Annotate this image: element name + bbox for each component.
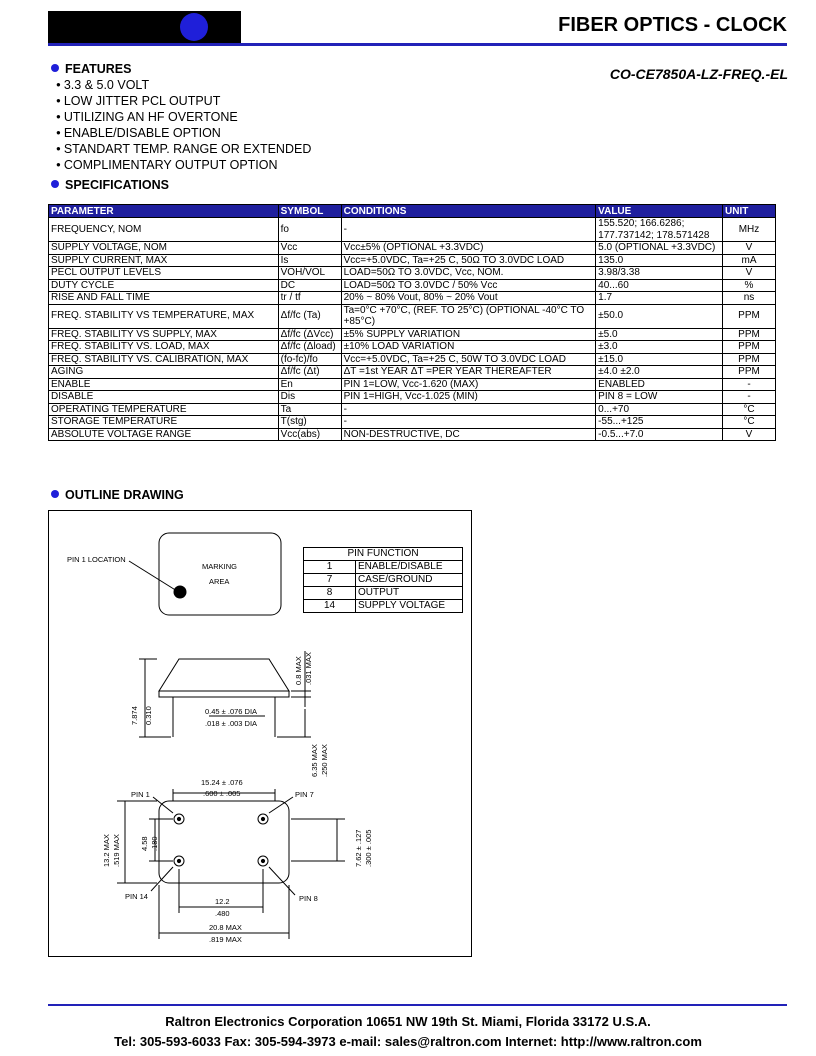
value-cell: 1.7	[596, 292, 723, 305]
param-cell: AGING	[49, 366, 279, 379]
pin-row	[304, 574, 463, 587]
value-cell: 135.0	[596, 254, 723, 267]
conditions-cell: LOAD=50Ω TO 3.0VDC / 50% Vcc	[341, 279, 596, 292]
outline-heading-text: OUTLINE DRAWING	[65, 488, 184, 502]
conditions-cell: PIN 1=HIGH, Vcc-1.025 (MIN)	[341, 391, 596, 404]
feature-item: ● 3.3 & 5.0 VOLT	[56, 77, 311, 93]
part-number: CO-CE7850A-LZ-FREQ.-EL	[609, 66, 788, 82]
conditions-cell: -	[341, 403, 596, 416]
param-cell: SUPPLY CURRENT, MAX	[49, 254, 279, 267]
dim-label: .180	[150, 836, 159, 851]
spec-row	[49, 366, 776, 379]
side-view-body	[159, 659, 289, 691]
param-cell: DISABLE	[49, 391, 279, 404]
dim-label: 0.45 ± .076 DIA	[205, 707, 258, 716]
symbol-cell: Δf/fc (Δt)	[278, 366, 341, 379]
param-cell: ABSOLUTE VOLTAGE RANGE	[49, 428, 279, 441]
bullet-icon	[51, 490, 59, 498]
dim-label: .519 MAX	[112, 834, 121, 867]
dim-label: 20.8 MAX	[209, 923, 242, 932]
spec-row	[49, 353, 776, 366]
symbol-cell: Δf/fc (ΔVcc)	[278, 328, 341, 341]
unit-cell: PPM	[723, 353, 776, 366]
spec-row	[49, 242, 776, 255]
param-cell: ENABLE	[49, 378, 279, 391]
value-cell: ±50.0	[596, 304, 723, 328]
spec-row	[49, 279, 776, 292]
spec-row	[49, 304, 776, 328]
value-cell: 155.520; 166.6286; 177.737142; 178.571428	[596, 218, 723, 242]
pin-row	[304, 600, 463, 613]
symbol-cell: Dis	[278, 391, 341, 404]
unit-cell: -	[723, 391, 776, 404]
symbol-cell: Is	[278, 254, 341, 267]
unit-cell: PPM	[723, 304, 776, 328]
value-cell: 5.0 (OPTIONAL +3.3VDC)	[596, 242, 723, 255]
pin-number: 1	[304, 561, 356, 574]
col-value: VALUE	[596, 205, 723, 218]
bullet-icon	[51, 64, 59, 72]
param-cell: FREQ. STABILITY VS TEMPERATURE, MAX	[49, 304, 279, 328]
conditions-cell: 20% ~ 80% Vout, 80% ~ 20% Vout	[341, 292, 596, 305]
features-heading-text: FEATURES	[65, 62, 132, 76]
unit-cell: PPM	[723, 366, 776, 379]
dim-label: 0.8 MAX	[294, 656, 303, 685]
value-cell: 40...60	[596, 279, 723, 292]
dim-label: 7.62 ± .127	[354, 829, 363, 867]
page-title: FIBER OPTICS - CLOCK	[558, 14, 787, 36]
spec-row	[49, 378, 776, 391]
pin7-label: PIN 7	[295, 790, 314, 799]
footer-rule	[48, 1004, 787, 1006]
symbol-cell: T(stg)	[278, 416, 341, 429]
pin14-label: PIN 14	[125, 892, 148, 901]
symbol-cell: VOH/VOL	[278, 267, 341, 280]
dim-label: 0.310	[144, 706, 153, 725]
symbol-cell: Vcc	[278, 242, 341, 255]
feature-item: ● UTILIZING AN HF OVERTONE	[56, 109, 311, 125]
symbol-cell: En	[278, 378, 341, 391]
dim-label: .031 MAX	[304, 652, 313, 685]
spec-row	[49, 218, 776, 242]
symbol-cell: DC	[278, 279, 341, 292]
param-cell: FREQ. STABILITY VS. CALIBRATION, MAX	[49, 353, 279, 366]
value-cell: ±4.0 ±2.0	[596, 366, 723, 379]
param-cell: FREQ. STABILITY VS. LOAD, MAX	[49, 341, 279, 354]
conditions-cell: Vcc=+5.0VDC, Ta=+25 C, 50Ω TO 3.0VDC LOAD	[341, 254, 596, 267]
feature-item: ● ENABLE/DISABLE OPTION	[56, 125, 311, 141]
unit-cell: °C	[723, 403, 776, 416]
pin-function: OUTPUT	[356, 587, 463, 600]
outline-heading	[51, 488, 184, 502]
value-cell: PIN 8 = LOW	[596, 391, 723, 404]
value-cell: 3.98/3.38	[596, 267, 723, 280]
unit-cell: °C	[723, 416, 776, 429]
dim-label: 15.24 ± .076	[201, 778, 243, 787]
dim-label: .018 ± .003 DIA	[205, 719, 258, 728]
value-cell: ENABLED	[596, 378, 723, 391]
dim-label: 6.35 MAX	[310, 744, 319, 777]
title-rule	[48, 43, 787, 46]
spec-row	[49, 254, 776, 267]
feature-item: ● STANDART TEMP. RANGE OR EXTENDED	[56, 141, 311, 157]
logo	[48, 11, 241, 43]
col-unit: UNIT	[723, 205, 776, 218]
pin-function-title: PIN FUNCTION	[304, 548, 463, 561]
col-symbol: SYMBOL	[278, 205, 341, 218]
spec-body	[49, 218, 776, 441]
symbol-cell: Δf/fc (Ta)	[278, 304, 341, 328]
pin-function-table	[303, 547, 463, 613]
conditions-cell: Ta=0°C +70°C, (REF. TO 25°C) (OPTIONAL -40°C TO +85°C)	[341, 304, 596, 328]
unit-cell: PPM	[723, 328, 776, 341]
bullet-icon	[51, 180, 59, 188]
dim-label: 12.2	[215, 897, 230, 906]
conditions-cell: ΔT =1st YEAR ΔT =PER YEAR THEREAFTER	[341, 366, 596, 379]
symbol-cell: Vcc(abs)	[278, 428, 341, 441]
dim-label: .480	[215, 909, 230, 918]
conditions-cell: Vcc=+5.0VDC, Ta=+25 C, 50W TO 3.0VDC LOAD	[341, 353, 596, 366]
pin-function: SUPPLY VOLTAGE	[356, 600, 463, 613]
footer-address: Raltron Electronics Corporation 10651 NW 19th St. Miami, Florida 33172 U.S.A.	[165, 1014, 651, 1029]
param-cell: PECL OUTPUT LEVELS	[49, 267, 279, 280]
param-cell: OPERATING TEMPERATURE	[49, 403, 279, 416]
unit-cell: PPM	[723, 341, 776, 354]
spec-row	[49, 328, 776, 341]
dim-label: .300 ± .005	[364, 829, 373, 867]
value-cell: ±3.0	[596, 341, 723, 354]
dim-label: 4.58	[140, 836, 149, 851]
conditions-cell: ±10% LOAD VARIATION	[341, 341, 596, 354]
area-label: AREA	[209, 577, 230, 586]
symbol-cell: Ta	[278, 403, 341, 416]
conditions-cell: -	[341, 218, 596, 242]
spec-row	[49, 267, 776, 280]
param-cell: RISE AND FALL TIME	[49, 292, 279, 305]
conditions-cell: Vcc±5% (OPTIONAL +3.3VDC)	[341, 242, 596, 255]
conditions-cell: PIN 1=LOW, Vcc-1.620 (MAX)	[341, 378, 596, 391]
outline-drawing	[48, 510, 472, 957]
marking-label: MARKING	[202, 562, 238, 571]
value-cell: 0...+70	[596, 403, 723, 416]
pin1-location-label: PIN 1 LOCATION	[67, 555, 126, 564]
spec-row	[49, 292, 776, 305]
pin-number: 8	[304, 587, 356, 600]
symbol-cell: tr / tf	[278, 292, 341, 305]
specifications-heading-text: SPECIFICATIONS	[65, 178, 169, 192]
specifications-heading	[51, 178, 169, 192]
dim-label: .600 ± .005	[203, 789, 241, 798]
dim-label: 13.2 MAX	[102, 834, 111, 867]
top-view-outline	[159, 533, 281, 615]
pin1-marker-icon	[174, 586, 186, 598]
col-parameter: PARAMETER	[49, 205, 279, 218]
spec-row	[49, 403, 776, 416]
unit-cell: -	[723, 378, 776, 391]
spec-header-row	[49, 205, 776, 218]
param-cell: FREQ. STABILITY VS SUPPLY, MAX	[49, 328, 279, 341]
dim-label: 7.874	[130, 706, 139, 725]
pin-function: CASE/GROUND	[356, 574, 463, 587]
symbol-cell: (fo-fc)/fo	[278, 353, 341, 366]
col-conditions: CONDITIONS	[341, 205, 596, 218]
conditions-cell: ±5% SUPPLY VARIATION	[341, 328, 596, 341]
spec-row	[49, 428, 776, 441]
unit-cell: %	[723, 279, 776, 292]
dim-label: .819 MAX	[209, 935, 242, 944]
conditions-cell: NON-DESTRUCTIVE, DC	[341, 428, 596, 441]
param-cell: FREQUENCY, NOM	[49, 218, 279, 242]
param-cell: SUPPLY VOLTAGE, NOM	[49, 242, 279, 255]
value-cell: ±15.0	[596, 353, 723, 366]
dim-label: .250 MAX	[320, 744, 329, 777]
spec-row	[49, 416, 776, 429]
unit-cell: V	[723, 267, 776, 280]
logo-dot-icon	[180, 13, 208, 41]
unit-cell: V	[723, 428, 776, 441]
pin-row	[304, 561, 463, 574]
conditions-cell: -	[341, 416, 596, 429]
unit-cell: mA	[723, 254, 776, 267]
spec-table	[48, 204, 776, 441]
conditions-cell: LOAD=50Ω TO 3.0VDC, Vcc, NOM.	[341, 267, 596, 280]
param-cell: DUTY CYCLE	[49, 279, 279, 292]
symbol-cell: fo	[278, 218, 341, 242]
features-heading	[51, 62, 131, 76]
unit-cell: MHz	[723, 218, 776, 242]
feature-item: ● LOW JITTER PCL OUTPUT	[56, 93, 311, 109]
pin1-label: PIN 1	[131, 790, 150, 799]
pin-number: 7	[304, 574, 356, 587]
feature-item: ● COMPLIMENTARY OUTPUT OPTION	[56, 157, 311, 173]
pin8-label: PIN 8	[299, 894, 318, 903]
features-list	[56, 77, 311, 173]
value-cell: -0.5...+7.0	[596, 428, 723, 441]
pin-number: 14	[304, 600, 356, 613]
pin-row	[304, 587, 463, 600]
value-cell: ±5.0	[596, 328, 723, 341]
footer-contact: Tel: 305-593-6033 Fax: 305-594-3973 e-mail: sales@raltron.com Internet: http://www.raltron.com	[114, 1034, 702, 1049]
unit-cell: V	[723, 242, 776, 255]
unit-cell: ns	[723, 292, 776, 305]
spec-row	[49, 341, 776, 354]
pin-function: ENABLE/DISABLE	[356, 561, 463, 574]
value-cell: -55...+125	[596, 416, 723, 429]
param-cell: STORAGE TEMPERATURE	[49, 416, 279, 429]
spec-row	[49, 391, 776, 404]
symbol-cell: Δf/fc (Δload)	[278, 341, 341, 354]
